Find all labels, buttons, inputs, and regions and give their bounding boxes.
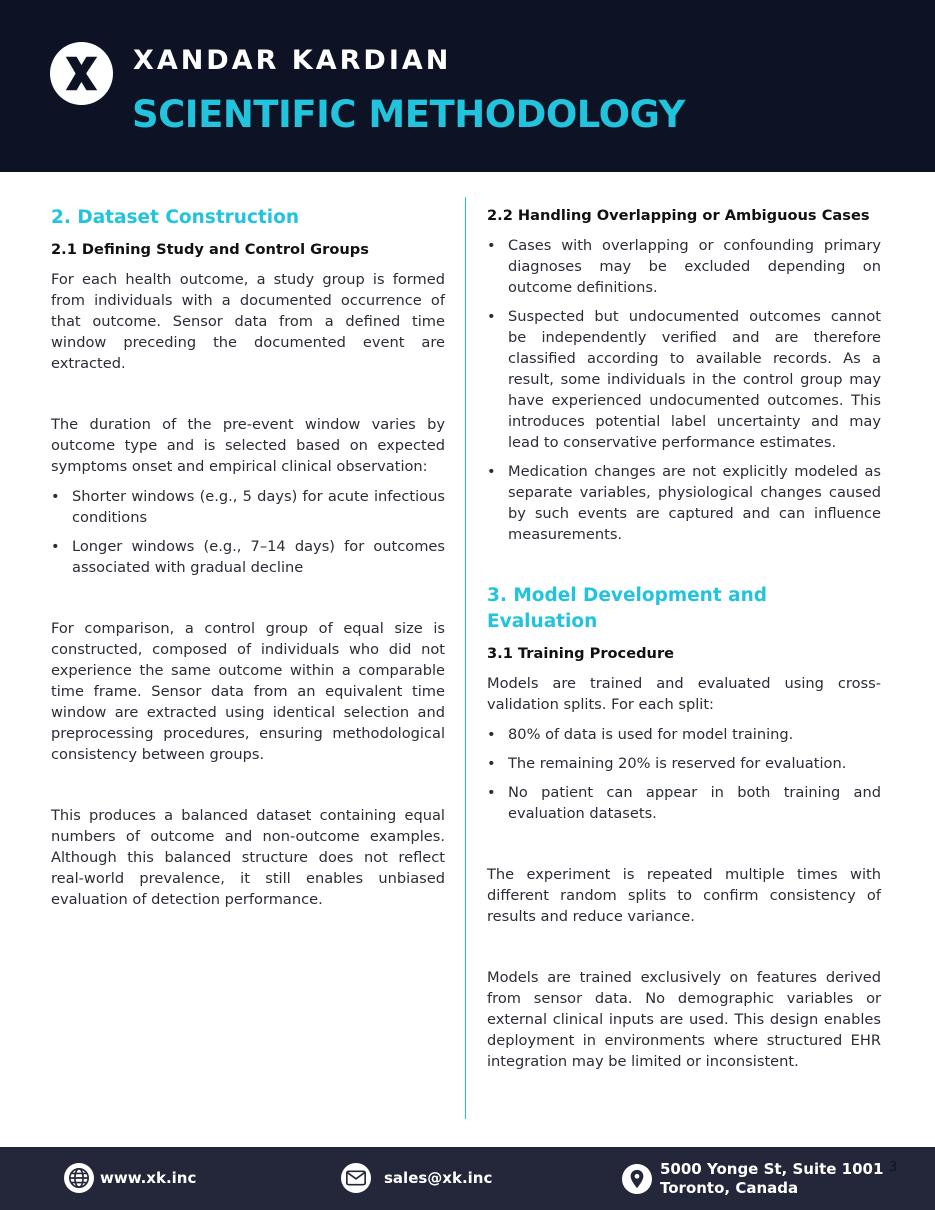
paragraph-window-duration: The duration of the pre-event window varies by outcome type and is selected based on expected symptoms onset and empirical clinical observation: [51, 416, 445, 475]
address-line2: Toronto, Canada [660, 1179, 799, 1197]
split-list [487, 724, 881, 824]
paragraph-cross-validation: Models are trained and evaluated using cross-validation splits. For each split: [487, 675, 881, 713]
list-item: • Cases with overlapping or confounding primary diagnoses may be excluded depending on outcome definitions. [487, 237, 881, 296]
subsection-title-2-2: 2.2 Handling Overlapping or Ambiguous Cases [487, 207, 870, 224]
paragraph-balanced-dataset: This produces a balanced dataset containing equal numbers of outcome and non-outcome examples. Although this balanced structure does not reflect real-world prevalence, it still enables unbiased evaluation of detection performance. [51, 807, 445, 908]
list-item: • Longer windows (e.g., 7–14 days) for outcomes associated with gradual decline [51, 538, 445, 576]
list-item: • Suspected but undocumented outcomes cannot be independently verified and are therefore classified according to available records. As a result, some individuals in the control group may have experienced undocumented outcomes. This introduces potential label uncertainty and may lead to conservative performance estimates. [487, 308, 881, 451]
paragraph-sensor-features: Models are trained exclusively on features derived from sensor data. No demographic variables or external clinical inputs are used. This design enables deployment in environments where structured EHR integration may be limited or inconsistent. [487, 969, 881, 1070]
ambiguous-cases-list [487, 235, 881, 545]
map-pin-icon [622, 1164, 652, 1194]
page-title: SCIENTIFIC METHODOLOGY [132, 93, 685, 136]
list-item: • 80% of data is used for model training. [487, 726, 794, 743]
section-title-model-development: 3. Model Development and Evaluation [487, 585, 768, 632]
envelope-icon [341, 1163, 371, 1193]
footer-email[interactable] [341, 1163, 492, 1193]
window-list [51, 486, 445, 578]
footer-website[interactable] [64, 1163, 196, 1193]
list-item: • Shorter windows (e.g., 5 days) for acute infectious conditions [51, 488, 445, 526]
section-title-dataset-construction: 2. Dataset Construction [51, 207, 299, 228]
footer-address [622, 1160, 883, 1198]
left-column [51, 205, 445, 910]
right-column [487, 205, 881, 1072]
brand-name: XANDAR KARDIAN [133, 45, 452, 76]
page-header [0, 0, 935, 172]
globe-icon [64, 1163, 94, 1193]
address-text [660, 1160, 883, 1198]
paragraph-study-group: For each health outcome, a study group is formed from individuals with a documented occurrence of that outcome. Sensor data from a defined time window preceding the documented event are extracted. [51, 271, 445, 372]
xk-logo-icon [50, 42, 113, 105]
website-link[interactable]: www.xk.inc [100, 1168, 197, 1187]
list-item: • The remaining 20% is reserved for evaluation. [487, 755, 847, 772]
subsection-title-2-1: 2.1 Defining Study and Control Groups [51, 241, 369, 258]
list-item: • No patient can appear in both training and evaluation datasets. [487, 784, 881, 822]
paragraph-control-group: For comparison, a control group of equal size is constructed, composed of individuals who did not experience the same outcome within a comparable time frame. Sensor data from an equivalent time window are extracted using identical selection and preprocessing procedures, ensuring methodological consistency between groups. [51, 620, 445, 763]
page-footer [0, 1147, 935, 1210]
column-divider [465, 197, 466, 1119]
subsection-title-3-1: 3.1 Training Procedure [487, 645, 675, 662]
paragraph-repeated-experiment: The experiment is repeated multiple times with different random splits to confirm consistency of results and reduce variance. [487, 866, 881, 925]
email-link[interactable]: sales@xk.inc [384, 1168, 493, 1187]
page-number: 3 [889, 1160, 898, 1175]
address-line1: 5000 Yonge St, Suite 1001 [660, 1160, 884, 1178]
list-item: • Medication changes are not explicitly modeled as separate variables, physiological changes caused by such events are captured and can influence measurements. [487, 463, 881, 543]
